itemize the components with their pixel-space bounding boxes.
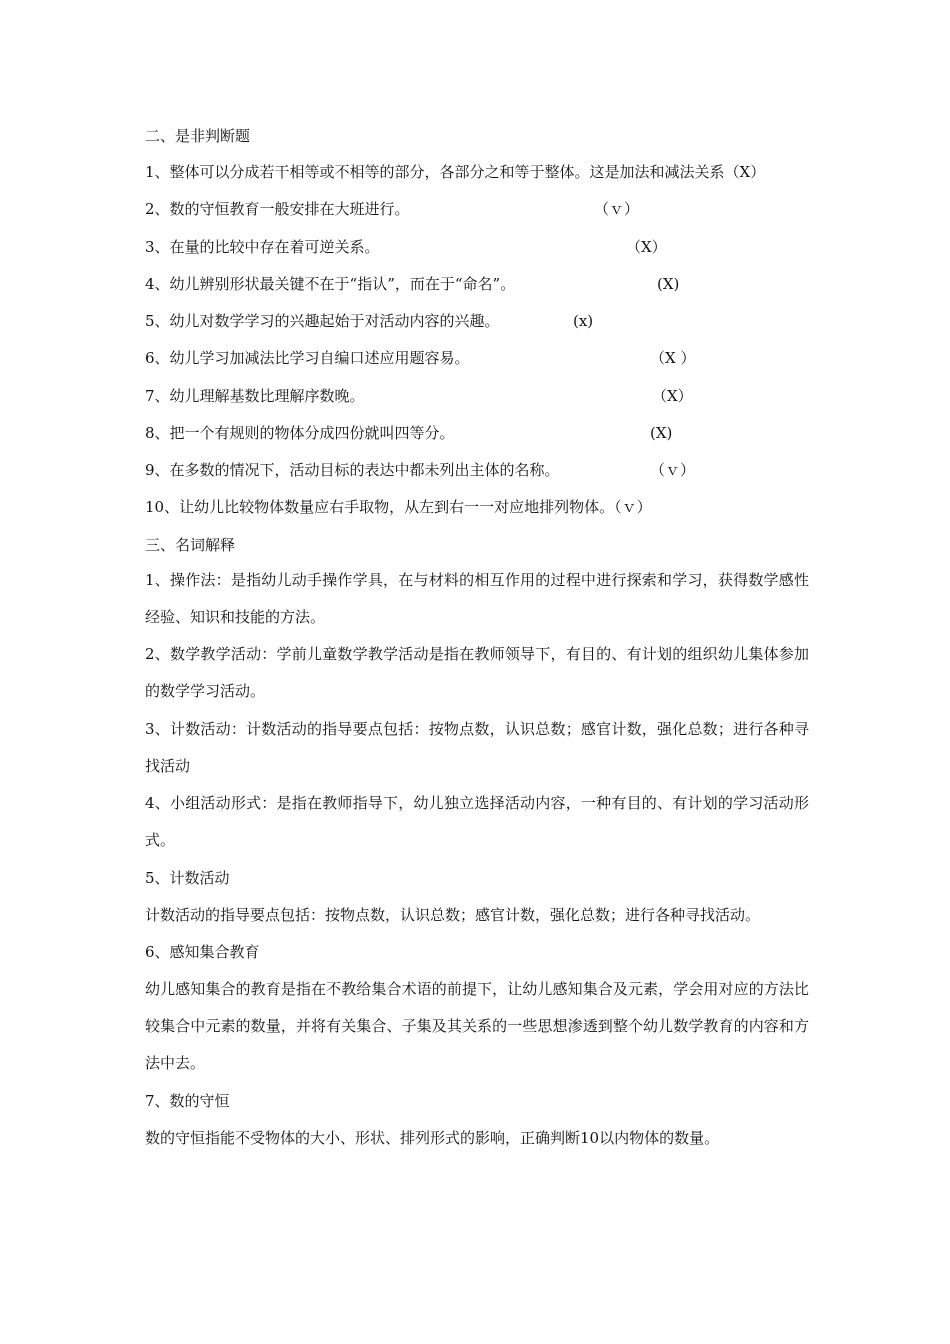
section-heading-true-false: 二、是非判断题: [145, 127, 251, 145]
tf-answer-6: （X ）: [650, 349, 696, 367]
tf-answer-2: （ｖ）: [594, 200, 640, 218]
term-title-6: 6、感知集合教育: [145, 943, 260, 961]
tf-item-5: 5、幼儿对数学学习的兴趣起始于对活动内容的兴趣。: [145, 312, 500, 330]
term-title-7: 7、数的守恒: [145, 1092, 230, 1110]
term-definition-2: 2、数学教学活动：学前儿童数学教学活动是指在教师领导下，有目的、有计划的组织幼儿集体参加的数学学习活动。: [145, 645, 809, 700]
term-definition-3: 3、计数活动：计数活动的指导要点包括：按物点数，认识总数；感官计数，强化总数；进行各种寻找活动: [145, 720, 809, 775]
term-definition-1: 1、操作法：是指幼儿动手操作学具，在与材料的相互作用的过程中进行探索和学习，获得数学感性经验、知识和技能的方法。: [145, 571, 809, 626]
tf-item-4: 4、幼儿辨别形状最关键不在于“指认”，而在于“命名”。: [145, 275, 516, 293]
tf-answer-7: （X）: [652, 387, 693, 405]
term-body-6: 幼儿感知集合的教育是指在不教给集合术语的前提下，让幼儿感知集合及元素，学会用对应的方法比较集合中元素的数量，并将有关集合、子集及其关系的一些思想渗透到整个幼儿数学教育的内容和方法中去。: [145, 980, 809, 1072]
tf-answer-4: (X): [657, 275, 680, 293]
tf-item-6: 6、幼儿学习加减法比学习自编口述应用题容易。: [145, 349, 470, 367]
tf-answer-5: (x): [573, 312, 594, 330]
term-definition-4: 4、小组活动形式：是指在教师指导下，幼儿独立选择活动内容，一种有目的、有计划的学习活动形式。: [145, 794, 809, 849]
tf-item-3: 3、在量的比较中存在着可逆关系。: [145, 238, 380, 256]
tf-item-2: 2、数的守恒教育一般安排在大班进行。: [145, 200, 410, 218]
tf-item-9: 9、在多数的情况下，活动目标的表达中都未列出主体的名称。: [145, 461, 560, 479]
tf-answer-9: （ｖ）: [650, 461, 696, 479]
section-heading-terms: 三、名词解释: [145, 536, 236, 554]
term-body-5: 计数活动的指导要点包括：按物点数，认识总数；感官计数，强化总数；进行各种寻找活动。: [145, 906, 761, 924]
tf-answer-3: （X）: [626, 238, 667, 256]
tf-item-8: 8、把一个有规则的物体分成四份就叫四等分。: [145, 424, 455, 442]
term-title-5: 5、计数活动: [145, 869, 230, 887]
tf-item-10: 10、让幼儿比较物体数量应右手取物，从左到右一一对应地排列物体。（ｖ）: [145, 498, 652, 516]
tf-item-7: 7、幼儿理解基数比理解序数晚。: [145, 387, 365, 405]
term-body-7: 数的守恒指能不受物体的大小、形状、排列形式的影响，正确判断10以内物体的数量。: [145, 1129, 720, 1147]
tf-answer-8: (X): [650, 424, 673, 442]
tf-item-1: 1、整体可以分成若干相等或不相等的部分，各部分之和等于整体。这是加法和减法关系（X）: [145, 163, 766, 181]
